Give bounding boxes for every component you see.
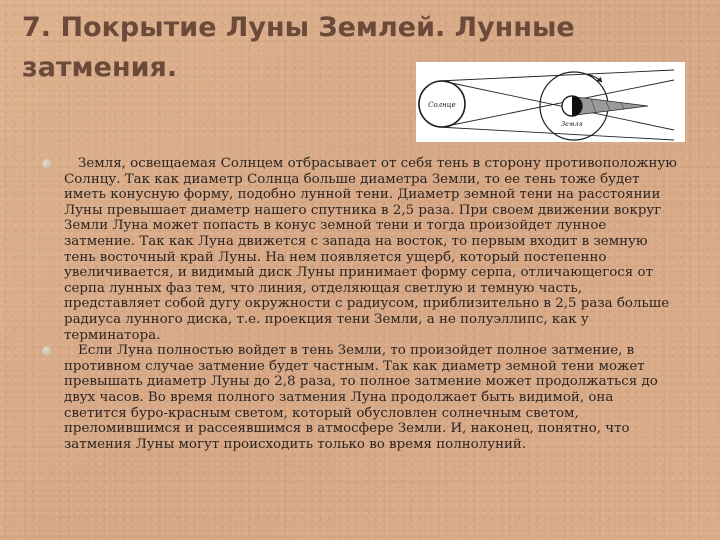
paragraph-item — [40, 343, 680, 452]
bullet-icon — [42, 346, 52, 356]
body-text — [40, 156, 680, 452]
bullet-icon — [42, 159, 52, 169]
ray-line — [442, 80, 674, 127]
umbra-cone — [576, 97, 648, 115]
ray-line — [438, 127, 674, 140]
earth-label: Земля — [561, 120, 583, 128]
eclipse-diagram-svg — [416, 62, 685, 142]
paragraph-item — [40, 156, 680, 343]
sun-label: Солнце — [428, 101, 456, 109]
paragraph-text: Если Луна полностью войдет в тень Земли, то произойдет полное затмение, в противном случае затмение будет частным. Так как диаметр земной тени может превышать диаметр Луны до 2,8 раза, то полное затмение может продолжаться до двух часов. Во время полного затмения Луна продолжает быть видимой, она светится буро-красным светом, который обусловлен солнечным светом, преломившимся и рассеявшимся в атмосфере Земли. И, наконец, понятно, что затмения Луны могут происходить только во время полнолуний. — [64, 343, 658, 452]
slide-title: 7. Покрытие Луны Землей. Лунные затмения. — [22, 12, 575, 83]
eclipse-diagram — [416, 62, 685, 142]
paragraph-text: Земля, освещаемая Солнцем отбрасывает от себя тень в сторону противоположную Солнцу. Так как диаметр Солнца больше диаметра Земли, то ее тень тоже будет иметь конусную форму, подобно лунной тени. Диаметр земной тени на расстоянии Луны превышает диаметр нашего спутника в 2,5 раза. При своем движении вокруг Земли Луна может попасть в конус земной тени и тогда произойдет лунное затмение. Так как Луна движется с запада на восток, то первым входит в земную тень восточный край Луны. На нем появляется ущерб, который постепенно увеличивается, и видимый диск Луны принимает форму серпа, отличающегося от серпа лунных фаз тем, что линия, отделяющая светлую и темную часть, представляет собой дугу окружности с радиусом, приблизительно в 2,5 раза больше радиуса лунного диска, т.е. проекция тени Земли, а не полуэллипс, как у терминатора. — [64, 156, 677, 343]
ray-line — [438, 70, 674, 81]
